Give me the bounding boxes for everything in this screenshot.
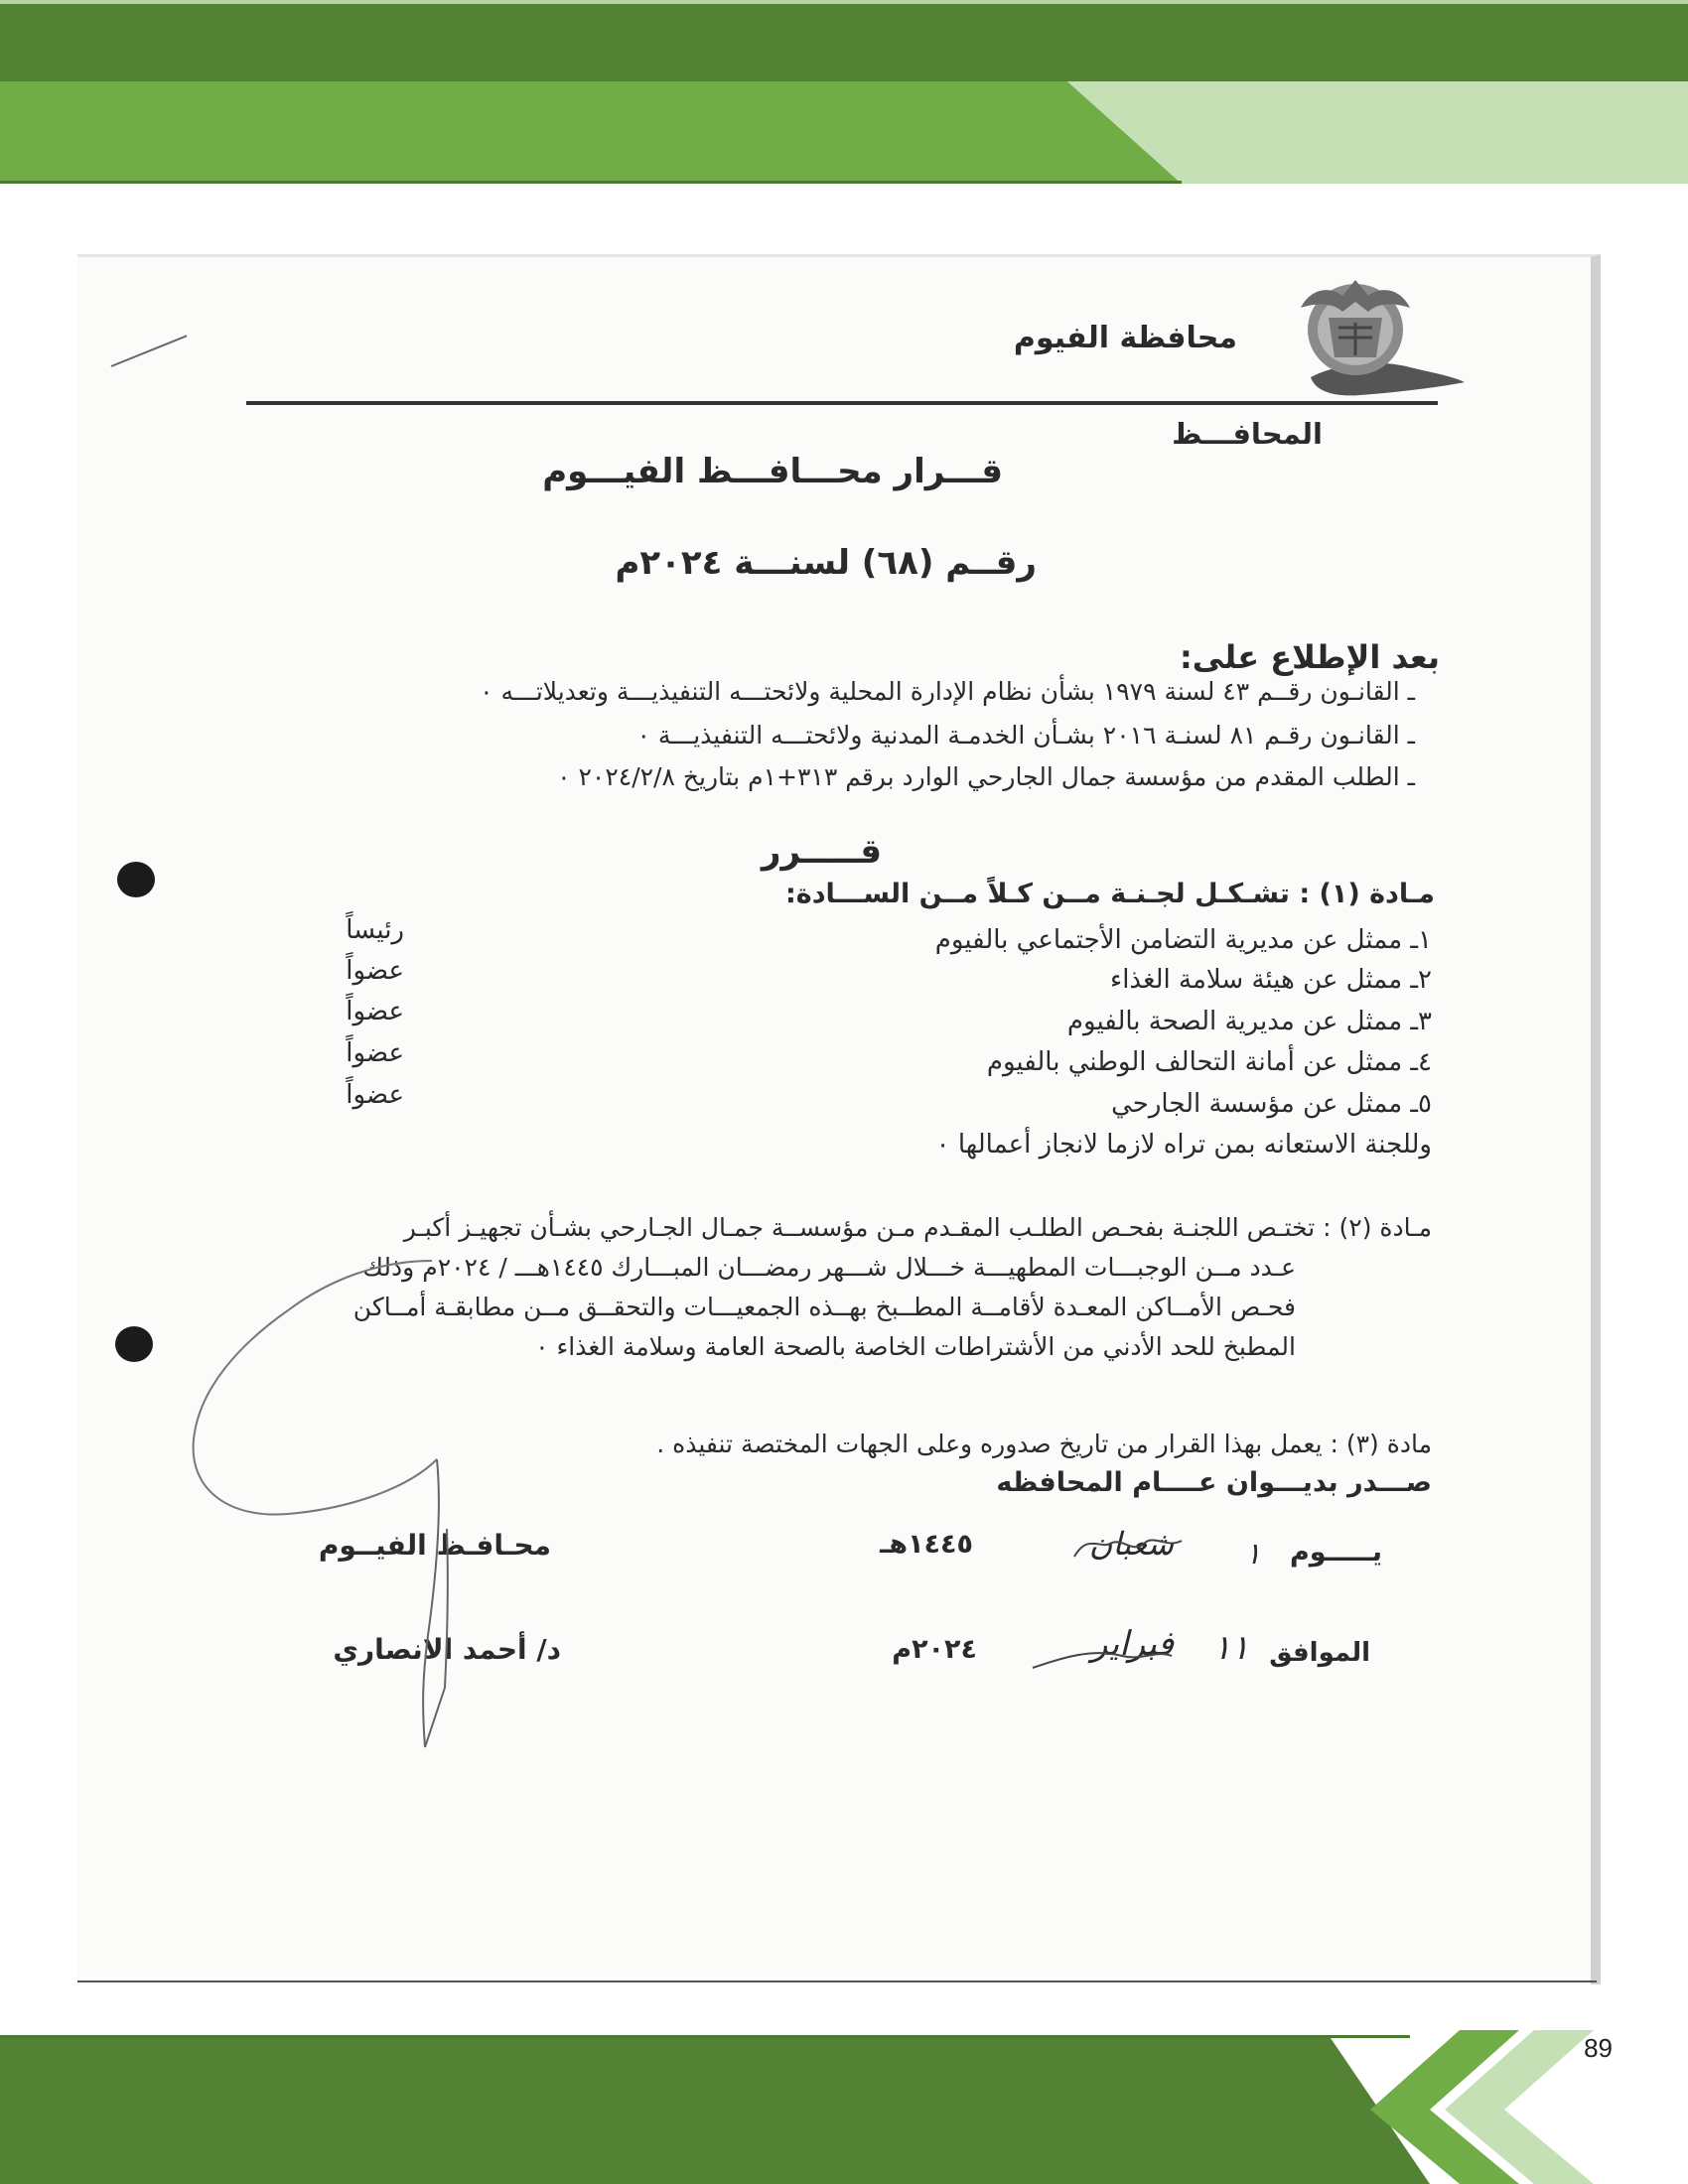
article3-text: مادة (٣) : يعمل بهذا القرار من تاريخ صدوره وعلى الجهات المختصة تنفيذه .	[656, 1430, 1432, 1458]
decision-heading: قـــــرر	[761, 832, 882, 872]
member-name: ٤ـ ممثل عن أمانة التحالف الوطني بالفيوم	[986, 1047, 1432, 1077]
article1-title: مـادة (١) : تشـكـل لجـنـة مــن كـلاً مــن الســـادة:	[784, 879, 1435, 909]
header-rule	[246, 401, 1438, 405]
preamble-item: ـ الطلب المقدم من مؤسسة جمال الجارحي الوارد برقم ٣١٣+١م بتاريخ ٢٠٢٤/٢/٨ ٠	[557, 762, 1415, 791]
day-value: ١	[1244, 1537, 1261, 1571]
member-role: عضواً	[346, 1080, 404, 1110]
preamble-item: ـ القانـون رقـم ٨١ لسنـة ٢٠١٦ بشـأن الخدمـة المدنية ولائحتـــه التنفيذيـــة ٠	[636, 721, 1415, 750]
punch-hole	[117, 862, 155, 897]
banner-mid-band	[0, 81, 1182, 184]
member-role: رئيساً	[346, 915, 404, 945]
fayoum-governorate-logo	[1281, 268, 1470, 407]
issued-at: صـــدر بديـــوان عــــام المحافظه	[996, 1467, 1432, 1498]
member-role: عضواً	[346, 956, 404, 986]
article2-line: المطبخ للحد الأدني من الأشتراطات الخاصة بالصحة العامة وسلامة الغذاء ٠	[535, 1332, 1296, 1361]
article2-line: عـدد مــن الوجبـــات المطهيـــة خـــلال شـــهر رمضـــان المبـــارك ١٤٤٥هـــ / ٢٠٢٤م وذلك	[362, 1253, 1296, 1282]
corresponding-label: الموافق	[1269, 1638, 1370, 1668]
top-banner	[0, 0, 1688, 189]
member-name: ٣ـ ممثل عن مديرية الصحة بالفيوم	[1066, 1007, 1432, 1036]
page-number: 89	[1584, 2033, 1613, 2063]
preamble-item: ـ القانـون رقــم ٤٣ لسنة ١٩٧٩ بشأن نظام الإدارة المحلية ولائحتـــه التنفيذيـــة وتعديلاتـــه ٠	[480, 677, 1415, 706]
signatory-name: د/ أحمد الانصاري	[333, 1633, 561, 1666]
hijri-month: شعبان	[1088, 1525, 1174, 1563]
signatory-title: محـافـظ الفيــوم	[318, 1529, 551, 1562]
footer-dark-band	[0, 2038, 1430, 2184]
committee-note: وللجنة الاستعانه بمن تراه لازما لانجاز أعمالها ٠	[935, 1130, 1432, 1160]
scanned-document	[77, 254, 1601, 1984]
office-title: المحافـــظ	[1172, 417, 1323, 451]
article2-line: فحـص الأمــاكن المعـدة لأقامــة المطــبخ بهــذه الجمعيـــات والتحقــق مــن مطابقـة أمــاكن	[352, 1293, 1296, 1321]
greg-day: ١١	[1212, 1628, 1249, 1668]
member-name: ٢ـ ممثل عن هيئة سلامة الغذاء	[1109, 965, 1432, 995]
preamble-heading: بعد الإطلاع على:	[1179, 638, 1440, 676]
member-name: ٥ـ ممثل عن مؤسسة الجارحي	[1111, 1089, 1432, 1119]
greg-month: فبراير	[1091, 1624, 1174, 1664]
member-role: عضواً	[346, 997, 404, 1026]
punch-hole	[115, 1326, 153, 1362]
member-role: عضواً	[346, 1038, 404, 1068]
bottom-banner	[0, 2015, 1688, 2184]
member-name: ١ـ ممثل عن مديرية التضامن الأجتماعي بالفيوم	[934, 925, 1432, 955]
scan-edge-line	[77, 1980, 1597, 1982]
decree-number: رقــم (٦٨) لسنـــة ٢٠٢٤م	[615, 543, 1037, 583]
day-label: يـــــوم	[1290, 1537, 1382, 1568]
hijri-year: ١٤٤٥هـ	[880, 1529, 973, 1560]
decree-title: قـــرار محـــافـــظ الفيـــوم	[542, 452, 1003, 491]
greg-year: ٢٠٢٤م	[892, 1634, 977, 1665]
banner-dark-band	[0, 0, 1688, 81]
article2-line: مـادة (٢) : تختـص اللجنـة بفحـص الطلـب المقـدم مـن مؤسســة جمـال الجـارحي بشـأن تجهيـز أكبـر	[403, 1213, 1432, 1242]
governorate-name: محافظة الفيوم	[1013, 321, 1237, 355]
